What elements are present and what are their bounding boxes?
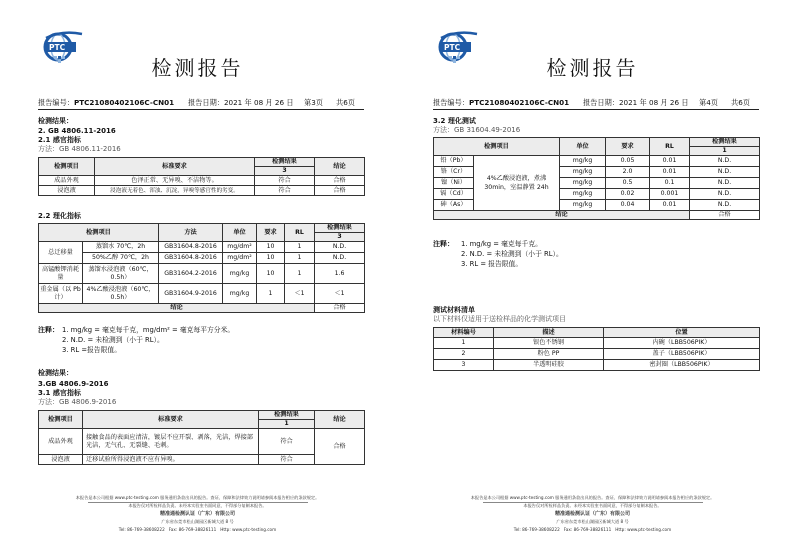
method-label: 方法：GB 4806.9-2016 <box>38 398 117 406</box>
footer-web: Http: www.ptc-testing.com <box>615 527 672 532</box>
table-row <box>39 264 365 284</box>
rl-cell: ＜1 <box>285 284 315 304</box>
header-material-no: 材料编号 <box>434 328 494 338</box>
table-row <box>434 156 760 167</box>
note-item: 1. mg/kg = 毫克每千克。 <box>461 240 542 248</box>
section-title: 3.GB 4806.9-2016 <box>38 380 109 388</box>
table-row <box>434 360 760 371</box>
header-requirement: 标准要求 <box>95 158 255 176</box>
section-title: 2. GB 4806.11-2016 <box>38 127 116 135</box>
unit-cell: mg/kg <box>560 189 606 200</box>
item-cell: 成品外观 <box>39 429 83 455</box>
result-cell: N.D. <box>315 253 365 264</box>
condition-cell: 50%乙醇 70℃，2h <box>83 253 159 264</box>
position-cell: 内碗（LBB506PIK） <box>604 338 760 349</box>
report-title: 检测报告 <box>546 56 639 80</box>
unit-cell: mg/kg <box>223 284 257 304</box>
table-row <box>434 349 760 360</box>
result-cell: N.D. <box>315 242 365 253</box>
unit-cell: mg/kg <box>560 156 606 167</box>
notes-list <box>461 239 563 269</box>
report-date: 报告日期：2021 年 08 月 26 日 <box>583 98 689 107</box>
requirement-cell: 0.02 <box>606 189 650 200</box>
unit-cell: mg/kg <box>560 167 606 178</box>
header-rl: RL <box>285 224 315 242</box>
item-cell: 镉（Cd） <box>434 189 474 200</box>
header-sample-no: 1 <box>259 420 315 429</box>
header-divider <box>433 109 759 110</box>
conclusion-label: 结论 <box>39 304 315 313</box>
heavy-metal-table <box>433 137 760 220</box>
requirement-cell: 1 <box>257 284 285 304</box>
item-cell: 浸泡液 <box>39 186 95 196</box>
table-row <box>39 304 365 313</box>
item-cell: 浸泡液 <box>39 455 83 465</box>
page-number: 第3页 <box>304 98 323 107</box>
result-cell: ＜1 <box>315 284 365 304</box>
note-item: 3. RL =报告限值。 <box>62 346 121 354</box>
method-cell: GB31604.8-2016 <box>159 253 223 264</box>
materials-table <box>433 327 760 371</box>
conclusion-cell: 合格 <box>315 176 365 186</box>
rl-cell: 0.01 <box>650 156 690 167</box>
unit-cell: mg/kg <box>560 178 606 189</box>
sensory-table <box>38 157 365 196</box>
subsection-title: 2.2 理化指标 <box>38 212 81 220</box>
conclusion-cell: 合格 <box>315 429 365 465</box>
result-cell: N.D. <box>690 167 760 178</box>
requirement-cell: 浸泡液无着色、浑浊、沉淀，异嗅等感官性的劣变。 <box>95 186 255 196</box>
header-conclusion: 结论 <box>315 411 365 429</box>
header-item: 检测项目 <box>39 158 95 176</box>
subsection-title: 3.1 感官指标 <box>38 389 81 397</box>
item-cell: 成品外观 <box>39 176 95 186</box>
result-cell: 符合 <box>255 186 315 196</box>
header-position: 位置 <box>604 328 760 338</box>
header-unit: 单位 <box>560 138 606 156</box>
note-item: 2. N.D. = 未检测到（小于 RL）。 <box>461 250 563 258</box>
header-item: 检测项目 <box>39 411 83 429</box>
rl-cell: 0.01 <box>650 200 690 211</box>
condition-cell: 4%乙酸浸泡液，煮沸 30min，室温静置 24h <box>474 156 560 211</box>
description-cell: 半透明硅胶 <box>494 360 604 371</box>
unit-cell: mg/kg <box>223 264 257 284</box>
report-date: 报告日期：2021 年 08 月 26 日 <box>188 98 294 107</box>
method-cell: GB31604.2-2016 <box>159 264 223 284</box>
header-divider <box>38 109 364 110</box>
results-label: 检测结果： <box>38 369 73 377</box>
condition-cell: 蒸馏水 70℃，2h <box>83 242 159 253</box>
unit-cell: mg/dm² <box>223 242 257 253</box>
subsection-title: 2.1 感官指标 <box>38 136 81 144</box>
footer-disclaimer: 本报告仅对所检样品负责。未经本实验室书面同意，不得部分复制本报告。 <box>128 503 267 508</box>
report-title: 检测报告 <box>151 56 244 80</box>
notes-label: 注释： <box>433 240 454 248</box>
unit-cell: mg/dm² <box>223 253 257 264</box>
rl-cell: 0.01 <box>650 167 690 178</box>
table-row <box>434 211 760 220</box>
conclusion-cell: 合格 <box>315 186 365 196</box>
requirement-cell: 10 <box>257 253 285 264</box>
header-requirement: 要求 <box>606 138 650 156</box>
requirement-cell: 迁移试验所得浸泡液不应有异嗅。 <box>83 455 259 465</box>
notes-list <box>62 325 234 355</box>
requirement-cell: 色泽正常、无异嗅、不洁物等。 <box>95 176 255 186</box>
header-result: 检测结果 <box>259 411 315 420</box>
method-label: 方法：GB 4806.11-2016 <box>38 145 121 153</box>
report-number: 报告编号：PTC21080402106C-CN01 <box>433 98 570 107</box>
footer-web: Http: www.ptc-testing.com <box>220 527 277 532</box>
footer-company: 精准通检测认证（广东）有限公司 <box>554 511 630 517</box>
result-cell: N.D. <box>690 178 760 189</box>
requirement-cell: 0.5 <box>606 178 650 189</box>
requirement-cell: 0.04 <box>606 200 650 211</box>
method-label: 方法：GB 31604.49-2016 <box>433 126 521 134</box>
item-cell: 铅（Pb） <box>434 156 474 167</box>
physchem-table <box>38 223 365 313</box>
footer-tel: Tel: 86-769-38608222 <box>118 527 165 532</box>
page-footer <box>0 494 395 534</box>
header-requirement: 要求 <box>257 224 285 242</box>
rl-cell: 1 <box>285 253 315 264</box>
unit-cell: mg/kg <box>560 200 606 211</box>
header-method: 方法 <box>159 224 223 242</box>
footer-address: 广东省东莞市松山湖园区新城大道 8 号 <box>161 519 234 524</box>
results-label: 检测结果： <box>38 117 73 125</box>
footer-divider <box>483 502 703 503</box>
item-cell: 镍（Ni） <box>434 178 474 189</box>
condition-cell: 4%乙酸浸泡液（60℃，0.5h） <box>83 284 159 304</box>
table-row <box>39 429 365 455</box>
materials-title: 测试材料清单 <box>433 306 475 314</box>
header-requirement: 标准要求 <box>83 411 259 429</box>
requirement-cell: 10 <box>257 242 285 253</box>
item-cell: 重金属（以 Pb 计） <box>39 284 83 304</box>
table-row <box>39 253 365 264</box>
svg-text:PTC: PTC <box>444 43 461 52</box>
conclusion-cell: 合格 <box>690 211 760 220</box>
position-cell: 盖子（LBB506PIK） <box>604 349 760 360</box>
notes-label: 注释： <box>38 326 59 334</box>
header-description: 描述 <box>494 328 604 338</box>
materials-subtitle: 以下材料仅适用于送检样品的化学测试项目 <box>433 315 566 323</box>
requirement-cell: 2.0 <box>606 167 650 178</box>
svg-text:PTC: PTC <box>49 43 66 52</box>
rl-cell: 0.1 <box>650 178 690 189</box>
page-number: 第4页 <box>699 98 718 107</box>
result-cell: 符合 <box>259 455 315 465</box>
header-sample-no: 3 <box>315 233 365 242</box>
method-cell: GB31604.8-2016 <box>159 242 223 253</box>
page-footer <box>395 494 790 534</box>
rl-cell: 1 <box>285 264 315 284</box>
header-unit: 单位 <box>223 224 257 242</box>
report-page-4 <box>395 0 790 560</box>
item-cell: 铬（Cr） <box>434 167 474 178</box>
note-item: 2. N.D. = 未检测到（小于 RL）。 <box>62 336 164 344</box>
footer-terms: 本报告是本公司根据 www.ptc-testing.com 服务通用条款出具的报告。查证、保障和法律效力说明请参阅本报告相应的条款规定。 <box>470 495 715 500</box>
item-cell: 总迁移量 <box>39 242 83 264</box>
item-cell: 高锰酸钾消耗量 <box>39 264 83 284</box>
result-cell: N.D. <box>690 156 760 167</box>
requirement-cell: 接触食品的表面应清洁，镀层不应开裂、剥落，光洁，焊接部光洁，无气孔、无裂缝、毛刺。 <box>83 429 259 455</box>
result-cell: 符合 <box>255 176 315 186</box>
material-no-cell: 1 <box>434 338 494 349</box>
rl-cell: 0.001 <box>650 189 690 200</box>
requirement-cell: 10 <box>257 264 285 284</box>
position-cell: 密封圈（LBB506PIK） <box>604 360 760 371</box>
conclusion-cell: 合格 <box>315 304 365 313</box>
method-cell: GB31604.9-2016 <box>159 284 223 304</box>
note-item: 3. RL = 报告限值。 <box>461 260 523 268</box>
sensory-table-2 <box>38 410 365 465</box>
header-sample-no: 1 <box>690 147 760 156</box>
header-result: 检测结果 <box>690 138 760 147</box>
table-row <box>39 242 365 253</box>
header-result: 检测结果 <box>315 224 365 233</box>
description-cell: 粉色 PP <box>494 349 604 360</box>
description-cell: 银色不锈钢 <box>494 338 604 349</box>
footer-terms: 本报告是本公司根据 www.ptc-testing.com 服务通用条款出具的报告。查证、保障和法律效力说明请参阅本报告相应的条款规定。 <box>75 495 320 500</box>
item-cell: 砷（As） <box>434 200 474 211</box>
note-item: 1. mg/kg = 毫克每千克，mg/dm² = 毫克每平方分米。 <box>62 326 235 334</box>
header-result: 检测结果 <box>255 158 315 167</box>
table-row <box>39 284 365 304</box>
table-row <box>434 338 760 349</box>
footer-disclaimer: 本报告仅对所检样品负责。未经本实验室书面同意，不得部分复制本报告。 <box>523 503 662 508</box>
condition-cell: 蒸馏水浸泡液（60℃，0.5h） <box>83 264 159 284</box>
footer-address: 广东省东莞市松山湖园区新城大道 8 号 <box>556 519 629 524</box>
table-row <box>39 186 365 196</box>
material-no-cell: 3 <box>434 360 494 371</box>
header-item: 检测项目 <box>434 138 560 156</box>
result-cell: N.D. <box>690 200 760 211</box>
conclusion-label: 结论 <box>434 211 690 220</box>
rl-cell: 1 <box>285 242 315 253</box>
header-rl: RL <box>650 138 690 156</box>
report-number: 报告编号：PTC21080402106C-CN01 <box>38 98 175 107</box>
footer-fax: Fax: 86-769-38826111 <box>168 527 217 532</box>
footer-tel: Tel: 86-769-38608222 <box>513 527 560 532</box>
requirement-cell: 0.05 <box>606 156 650 167</box>
table-row <box>39 176 365 186</box>
header-item: 检测项目 <box>39 224 159 242</box>
page-total: 共6页 <box>731 98 750 107</box>
footer-company: 精准通检测认证（广东）有限公司 <box>159 511 235 517</box>
header-conclusion: 结论 <box>315 158 365 176</box>
footer-contact <box>0 526 395 534</box>
footer-contact <box>395 526 790 534</box>
footer-fax: Fax: 86-769-38826111 <box>563 527 612 532</box>
page-total: 共6页 <box>336 98 355 107</box>
subsection-title: 3.2 理化测试 <box>433 117 476 125</box>
material-no-cell: 2 <box>434 349 494 360</box>
result-cell: 1.6 <box>315 264 365 284</box>
footer-divider <box>88 502 308 503</box>
header-sample-no: 3 <box>255 167 315 176</box>
result-cell: N.D. <box>690 189 760 200</box>
result-cell: 符合 <box>259 429 315 455</box>
